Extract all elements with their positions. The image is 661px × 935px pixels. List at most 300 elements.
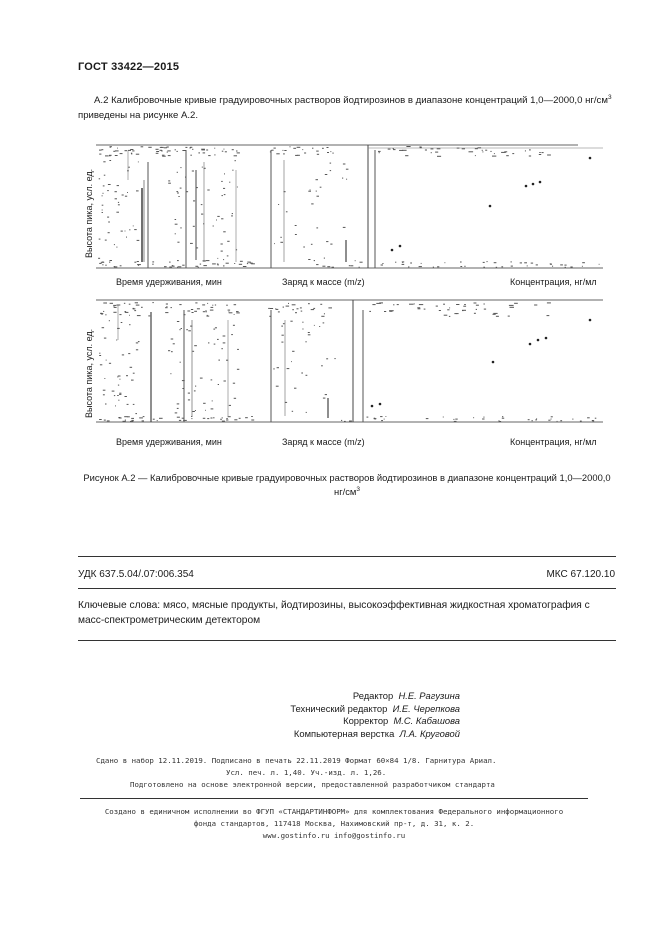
calibration-point [545,337,548,340]
figure-mark [108,184,111,185]
figure-mark [278,204,279,205]
figure-mark [419,304,423,305]
figure-mark [344,421,346,422]
figure-mark [504,151,507,152]
figure-mark [474,313,476,314]
figure-mark [171,307,172,308]
figure-mark [141,307,143,308]
figure-mark [131,153,132,154]
figure-mark [475,148,478,149]
figure-mark [223,265,225,266]
figure-mark [113,312,116,313]
figure-mark [156,151,159,152]
figure-mark [131,380,134,381]
figure-mark [402,262,403,263]
figure-mark [292,351,294,352]
figure-mark [534,305,537,306]
figure-mark [308,303,310,304]
figure-mark [137,264,141,265]
figure-mark [213,329,215,330]
figure-mark [117,148,118,149]
figure-mark [460,262,462,263]
figure-mark [117,395,119,396]
calibration-point [532,183,535,186]
figure-mark [120,153,123,154]
figure-mark [320,304,322,305]
figure-mark [180,362,181,363]
figure-mark [107,420,110,421]
figure-mark [206,311,207,312]
figure-mark [326,241,328,242]
divider-mid [78,588,616,589]
figure-mark [439,310,441,311]
figure-mark [292,411,293,412]
figure-mark [305,341,306,342]
figure-mark [125,311,127,312]
figure-mark [506,155,509,156]
figure-mark [112,391,115,392]
footer-line-2: фонда стандартов, 117418 Москва, Нахимовский пр-т, д. 31, к. 2. [193,819,475,828]
figure-mark [288,303,289,304]
figure-mark [203,223,204,224]
figure-mark [502,416,503,417]
figure-mark [229,182,230,183]
figure-mark [212,400,213,401]
figure-mark [193,226,195,227]
figure-mark [108,232,110,233]
figure-mark [136,349,138,350]
figure-mark [104,420,106,421]
figure-mark [406,146,410,147]
figure-mark [494,153,495,154]
figure-mark [332,267,335,268]
figure-mark [194,390,196,391]
figure-mark [445,262,446,263]
figure-mark [317,154,319,155]
figure-mark [355,260,356,261]
figure-mark [408,266,409,267]
figure-mark [235,160,236,161]
figure-mark [327,152,329,153]
figure-mark [222,417,223,418]
figure-mark [454,421,457,422]
credit-role: Редактор [352,690,394,701]
figure-mark [196,187,198,188]
figure-mark [177,193,179,194]
figure-mark [226,263,229,264]
figure-mark [325,174,328,175]
figure-mark [524,262,527,263]
divider-bottom [78,640,616,641]
keywords: Ключевые слова: мясо, мясные продукты, йодтирозины, высокоэффективная жидкостная хроматография с масс-спектрометрическим детектором [78,600,590,626]
figure-mark [316,227,318,228]
figure-mark [547,302,551,303]
figure-mark [186,329,188,330]
figure-mark [410,263,412,264]
figure-mark [247,263,248,264]
figure-mark [269,316,271,317]
figure-mark [167,150,170,151]
figure-mark [319,326,320,327]
figure-mark [592,420,594,421]
figure-mark [321,365,323,366]
figure-mark [107,190,109,191]
figure-mark [125,196,127,197]
figure-mark [216,220,217,221]
figure-mark [182,418,184,419]
figure-mark [487,261,488,262]
figure-mark [557,421,558,422]
figure-mark [360,262,363,263]
calibration-point [525,185,528,188]
figure-mark [156,149,159,150]
figure-mark [103,193,104,194]
figure-mark [449,307,450,308]
figure-mark [349,421,350,422]
figure-mark [483,417,484,418]
figure-mark [214,344,216,345]
figure-mark [478,147,482,148]
figure-mark [134,310,136,311]
figure-mark [292,304,296,305]
credit-name: И.Е. Черепкова [392,702,460,714]
figure-mark [177,151,178,152]
figure-mark [312,148,313,149]
figure-mark [222,195,223,196]
figure-mark [379,152,380,153]
figure-mark [284,191,286,192]
figure-mark [201,214,203,215]
figure-mark [229,311,230,312]
figure-mark [274,243,275,244]
figure-mark [295,234,297,235]
figure-mark [130,367,133,368]
figure-mark [239,264,242,265]
calibration-point [399,245,402,248]
figure-mark [98,258,100,259]
figure-mark [222,151,224,152]
figure-mark [148,147,151,148]
figure-mark [133,308,135,309]
figure-mark [229,312,233,313]
figure-mark [532,420,533,421]
figure-mark [130,421,133,422]
figure-mark [224,194,226,195]
figure-mark [482,151,483,152]
figure-mark [215,327,217,328]
figure-mark [476,309,477,310]
figure-mark [193,200,195,201]
figure-mark [510,307,515,308]
figure-mark [206,150,208,151]
figure-mark [190,155,192,156]
figure-mark [323,398,326,399]
figure-mark [116,340,117,341]
figure-mark [382,263,383,264]
figure-mark [283,307,284,308]
figure-mark [106,360,107,361]
figure-mark [425,150,427,151]
figure-mark [284,150,286,151]
calibration-point [537,339,540,342]
figure-mark [582,262,585,263]
figure-mark [376,303,381,304]
figure-mark [236,151,238,152]
figure-mark [324,258,325,259]
figure-mark [177,242,179,243]
figure-mark [317,196,320,197]
figure-mark [133,225,134,226]
figure-mark [202,167,203,168]
calibration-point [371,405,374,408]
figure-mark [99,154,101,155]
figure-mark [492,156,496,157]
figure-mark [300,307,302,308]
figure-mark [372,304,375,305]
figure-mark [157,420,158,421]
figure-mark [229,405,231,406]
figure-mark [473,417,474,418]
figure-mark [276,386,279,387]
figure-mark [121,231,123,232]
figure-mark [514,303,518,304]
figure-mark [188,399,190,400]
figure-mark [234,155,237,156]
figure-mark [100,364,102,365]
figure-mark [182,388,183,389]
figure-mark [221,244,223,245]
calibration-point [529,343,532,346]
figure-mark [164,266,167,267]
figure-mark [343,227,346,228]
figure-mark [119,394,121,395]
figure-mark [212,305,213,306]
figure-mark [350,265,353,266]
figure-mark [322,266,325,267]
figure-mark [334,358,335,359]
figure-mark [405,155,408,156]
figure-mark [250,263,253,264]
footer-block [80,806,588,842]
figure-mark [511,261,512,262]
figure-mark [251,416,253,417]
figure-mark [226,418,228,419]
figure-mark [114,244,115,245]
figure-mark [316,179,319,180]
figure-mark [115,191,117,192]
figure-mark [102,327,105,328]
figure-mark [203,311,206,312]
figure-mark [417,307,420,308]
figure-mark [117,185,119,186]
figure-mark [580,421,582,422]
figure-mark [308,259,310,260]
credit-role: Корректор [343,715,389,726]
figure-mark [369,311,371,312]
figure-mark [281,342,283,343]
figure-mark [224,149,225,150]
figure-mark [169,267,172,268]
figure-mark [175,149,176,150]
figure-mark [419,266,420,267]
figure-mark [183,314,185,315]
panel-top-x-label-concentration: Концентрация, нг/мл [510,277,597,287]
figure-mark [462,148,465,149]
figure-mark [203,265,207,266]
figure-mark [414,303,415,304]
figure-mark [303,247,305,248]
calibration-point [539,181,542,184]
figure-mark [188,393,190,394]
figure-mark [125,396,127,397]
figure-mark [321,316,324,317]
figure-mark [402,150,407,151]
panel-top-x-label-retention: Время удерживания, мин [116,277,222,287]
figure-mark [182,265,184,266]
figure-mark [393,148,394,149]
figure-mark [105,314,106,315]
figure-graphics [78,140,618,458]
divider-top [78,556,616,557]
figure-mark [302,322,303,323]
figure-mark [508,316,510,317]
figure-mark [122,195,124,196]
figure-mark [308,334,311,335]
figure-mark [551,419,552,420]
figure-mark [294,388,296,389]
figure-mark [234,398,236,399]
figure-mark [137,240,140,241]
figure-mark [270,151,272,152]
figure-mark [304,153,306,154]
figure-mark [485,150,487,151]
figure-mark [436,306,438,307]
figure-mark [223,342,226,343]
figure-mark [115,198,117,199]
figure-mark [234,419,237,420]
figure-mark [105,155,109,156]
figure-mark [547,315,550,316]
figure-mark [529,156,531,157]
figure-mark [101,149,103,150]
figure-mark [186,191,189,192]
figure-mark [103,311,104,312]
figure-mark [109,363,111,364]
figure-mark [217,264,218,265]
figure-mark [168,350,170,351]
figure-mark [455,419,457,420]
imprint-line-2: Усл. печ. л. 1,40. Уч.-изд. л. 1,26. [226,768,387,777]
figure-mark [172,266,175,267]
figure-mark [113,305,116,306]
figure-mark [295,225,297,226]
figure-mark [420,147,422,148]
figure-mark [375,418,376,419]
panel-bottom-graphics [96,300,603,422]
figure-mark [402,264,405,265]
figure-mark [291,361,292,362]
figure-mark [114,266,117,267]
figure-mark [226,420,228,421]
figure-mark [271,150,273,151]
figure-mark [281,326,283,327]
figure-mark [447,309,449,310]
figure-mark [138,161,139,162]
figure-mark [103,394,105,395]
figure-mark [195,266,198,267]
figure-mark [182,380,185,381]
figure-mark [118,385,119,386]
figure-mark [122,354,124,355]
figure-mark [539,154,541,155]
credit-layout [200,728,460,741]
figure-mark [162,155,165,156]
figure-mark [464,304,466,305]
figure-mark [386,416,387,417]
figure-mark [208,342,209,343]
figure-mark [179,420,181,421]
figure-mark [570,267,572,268]
figure-mark [217,216,219,217]
figure-mark [166,147,168,148]
figure-mark [237,349,239,350]
intro-paragraph [78,90,616,123]
figure-mark [302,149,303,150]
figure-mark [211,307,214,308]
figure-mark [245,417,248,418]
figure-mark [102,195,103,196]
figure-mark [211,418,213,419]
figure-mark [102,212,103,213]
figure-mark [247,262,251,263]
figure-mark [330,163,332,164]
figure-mark [443,304,445,305]
figure-mark [207,418,209,419]
figure-mark [160,147,164,148]
figure-mark [308,191,311,192]
figure-mark [130,149,133,150]
figure-mark [125,231,126,232]
figure-mark [496,316,499,317]
figure-mark [208,155,210,156]
figure-mark [228,416,231,417]
figure-mark [185,177,186,178]
figure-mark [223,259,224,260]
figure-mark [226,360,228,361]
figure-mark [316,191,317,192]
figure-mark [201,149,205,150]
figure-mark [103,390,106,391]
figure-mark [295,312,297,313]
figure-mark [152,264,154,265]
figure-mark [167,152,168,153]
figure-mark [178,196,179,197]
figure-mark [397,304,399,305]
figure-mark [388,149,391,150]
figure-mark [115,405,116,406]
figure-mark [431,152,432,153]
figure-mark [327,266,330,267]
figure-mark [224,173,225,174]
figure-mark [274,148,276,149]
figure-mark [324,313,325,314]
figure-mark [285,402,287,403]
figure-mark [169,262,171,263]
figure-mark [205,410,206,411]
figure-mark [462,310,463,311]
figure-mark [104,338,106,339]
figure-mark [175,412,178,413]
